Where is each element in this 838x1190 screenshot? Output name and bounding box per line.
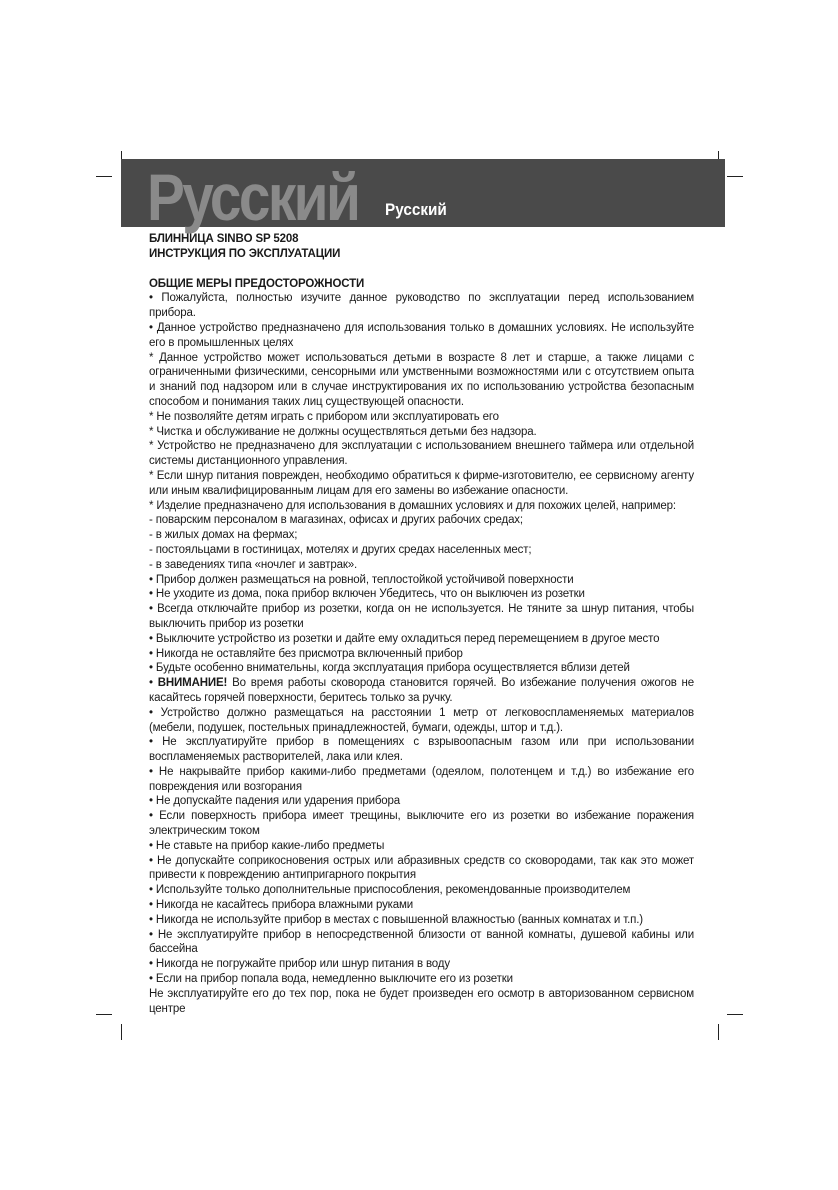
list-item: • Не эксплуатируйте прибор в помещениях с взрывоопасным газом или при использовании воспламеняемых растворителей, лака или клея. [149,736,694,764]
document-subtitle: ИНСТРУКЦИЯ ПО ЭКСПЛУАТАЦИИ [149,247,341,260]
crop-mark-top-right-horizontal [727,176,743,177]
warning-item [149,676,694,706]
list-item: • Никогда не касайтесь прибора влажными руками [149,899,414,912]
warning-label: ВНИМАНИЕ! [157,677,228,690]
list-item: • Пожалуйста, полностью изучите данное руководство по эксплуатации перед использованием прибора. [149,292,694,320]
crop-mark-top-left-horizontal [96,176,112,177]
section-title: ОБЩИЕ МЕРЫ ПРЕДОСТОРОЖНОСТИ [149,277,365,290]
list-item: • Не ставьте на прибор какие-либо предметы [149,839,385,852]
list-item: • Если на прибор попала вода, немедленно выключите его из розетки [149,973,513,986]
list-item: • Никогда не используйте прибор в местах с повышенной влажностью (ванных комнатах и т.п.) [149,913,643,926]
list-item: * Изделие предназначено для использования в домашних условиях и для похожих целей, например: [149,499,676,512]
list-item: * Устройство не предназначено для эксплуатации с использованием внешнего таймера или отдельной системы дистанционного управления. [149,440,694,468]
list-item: • Будьте особенно внимательны, когда эксплуатация прибора осуществляется вблизи детей [149,662,630,675]
list-item: • Устройство должно размещаться на расстоянии 1 метр от легковоспламеняемых материалов (мебели, подушек, постельных принадлежностей, бумаги, одежды, штор и т.д.). [149,706,694,734]
language-header-large: Русский [147,160,359,234]
list-item: • Не уходите из дома, пока прибор включен Убедитесь, что он выключен из розетки [149,588,585,601]
list-item: * Не позволяйте детям играть с прибором или эксплуатировать его [149,410,499,423]
crop-mark-bottom-right-vertical [718,1024,719,1040]
list-item: Не эксплуатируйте его до тех пор, пока не будет произведен его осмотр в авторизованном сервисном центре [149,987,694,1015]
crop-mark-bottom-right-horizontal [727,1014,743,1015]
list-item: • Не допускайте соприкосновения острых или абразивных средств со сковородами, так как это может привести к повреждению антипригарного покрытия [149,854,694,882]
crop-mark-bottom-left-vertical [121,1024,122,1040]
list-item: • Никогда не оставляйте без присмотра включенный прибор [149,647,463,660]
list-item: • Всегда отключайте прибор из розетки, когда он не используется. Не тяните за шнур питания, чтобы выключить прибор из розетки [149,603,694,630]
document-title: БЛИННИЦА SINBO SP 5208 [149,233,299,245]
list-item: • Не накрывайте прибор какими-либо предметами (одеялом, полотенцем и т.д.) во избежание его повреждения или возгорания [149,765,694,793]
list-item: - в жилых домах на фермах; [149,529,298,542]
list-item: - в заведениях типа «ночлег и завтрак». [149,558,358,571]
list-item: • Если поверхность прибора имеет трещины, выключите его из розетки во избежание поражения электрическим током [149,810,694,838]
crop-mark-bottom-left-horizontal [96,1014,112,1015]
list-item: • Не допускайте падения или ударения прибора [149,795,401,808]
list-item: • Выключите устройство из розетки и дайте ему охладиться перед перемещением в другое место [149,632,660,645]
list-item: * Чистка и обслуживание не должны осуществляться детьми без надзора. [149,425,537,438]
list-item: • Данное устройство предназначено для использования только в домашних условиях. Не используйте его в промышленных целях [149,321,694,349]
list-item: • Никогда не погружайте прибор или шнур питания в воду [149,958,450,971]
list-item: * Данное устройство может использоваться детьми в возрасте 8 лет и старше, а также лицами с ограниченными физическими, сенсорными или умственными возможностями или с отсутствием опыта и знаний под надзором или в случае инструктирования их по использованию устройства безопасным способом и понимания таких лиц существующей опасности. [149,351,694,408]
list-item: * Если шнур питания поврежден, необходимо обратиться к фирме-изготовителю, ее сервисному агенту или иным квалифицированным лицам для его замены во избежание опасности. [149,469,694,497]
list-item: - поварским персоналом в магазинах, офисах и других рабочих средах; [149,514,523,527]
list-item: • Используйте только дополнительные приспособления, рекомендованные производителем [149,884,631,897]
warning-text: Во время работы сковорода становится горячей. Во избежание получения ожогов не касайтесь горячей поверхности, беритесь только за ручку. [149,677,694,704]
manual-content [149,232,694,1016]
list-item: • Прибор должен размещаться на ровной, теплостойкой устойчивой поверхности [149,573,574,586]
warning-bullet: • [149,677,158,690]
language-header-small: Русский [385,200,447,219]
list-item: • Не эксплуатируйте прибор в непосредственной близости от ванной комнаты, душевой кабины или бассейна [149,928,694,956]
list-item: - постояльцами в гостиницах, мотелях и других средах населенных мест; [149,543,532,556]
